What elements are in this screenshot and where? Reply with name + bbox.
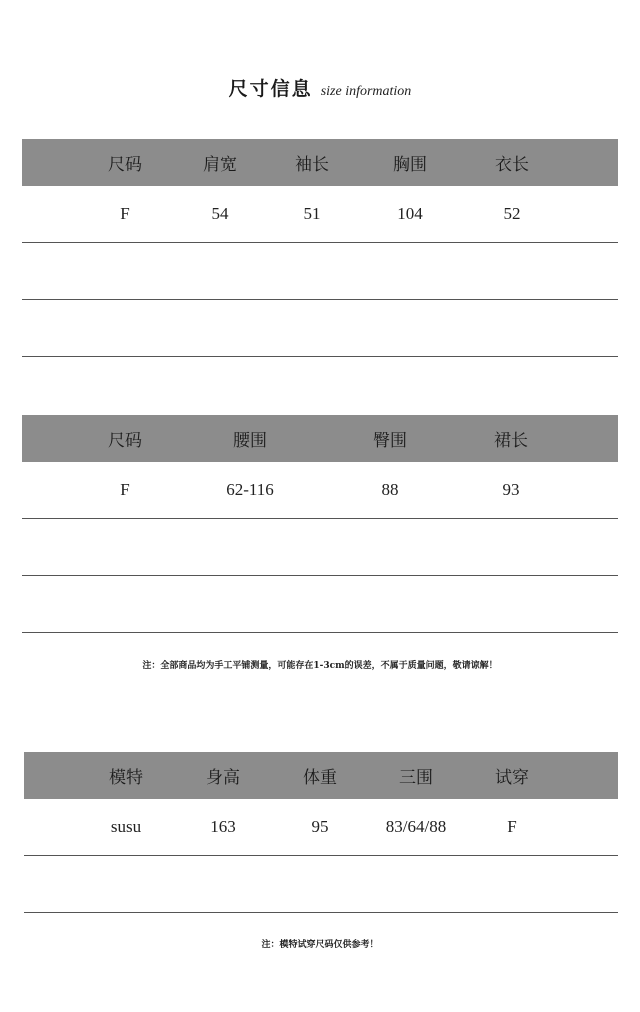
table-header — [24, 752, 618, 799]
title-cn: 尺寸信息 — [228, 78, 313, 100]
header-cell: 肩宽 — [203, 155, 237, 175]
header-cell: 袖长 — [295, 155, 329, 175]
table-row — [22, 519, 618, 576]
header-cell: 裙长 — [494, 431, 528, 451]
table-row — [22, 462, 618, 519]
table-cell: susu — [110, 817, 142, 836]
model-table — [24, 752, 618, 913]
table-cell: 88 — [381, 480, 399, 499]
header-cell: 尺码 — [108, 431, 142, 451]
header-cell: 胸围 — [393, 155, 427, 175]
model-note: 注：模特试穿尺码仅供参考！ — [261, 940, 379, 950]
measurement-note: 注：全部商品均为手工平铺测量，可能存在1-3cm的误差，不属于质量问题，敬请谅解！ — [142, 661, 498, 671]
table-cell: 62-116 — [226, 480, 274, 499]
header-cell: 试穿 — [495, 768, 529, 788]
header-cell: 尺码 — [108, 155, 142, 175]
table-cell: F — [120, 204, 130, 223]
table-cell: F — [507, 817, 517, 836]
table-row — [22, 576, 618, 633]
table-cell: F — [120, 480, 130, 499]
title-en: size information — [320, 84, 412, 99]
table-row — [24, 799, 618, 856]
size-info-title — [0, 74, 640, 101]
table-cell: 93 — [502, 480, 520, 499]
header-cell: 腰围 — [233, 431, 267, 451]
table-cell: 83/64/88 — [385, 817, 447, 836]
table-row — [22, 300, 618, 357]
size-table-skirt — [22, 415, 618, 633]
size-table-top — [22, 139, 618, 357]
header-cell: 身高 — [206, 768, 240, 788]
header-cell: 体重 — [303, 768, 337, 788]
table-cell: 52 — [503, 204, 521, 223]
table-cell: 54 — [211, 204, 229, 223]
header-cell: 模特 — [109, 768, 143, 788]
header-cell: 衣长 — [495, 155, 529, 175]
table-cell: 104 — [397, 204, 423, 223]
table-header — [22, 139, 618, 186]
table-header — [22, 415, 618, 462]
table-row — [24, 856, 618, 913]
table-cell: 95 — [311, 817, 329, 836]
table-cell: 51 — [303, 204, 321, 223]
table-row — [22, 243, 618, 300]
table-row — [22, 186, 618, 243]
header-cell: 三围 — [399, 768, 433, 788]
header-cell: 臀围 — [373, 431, 407, 451]
table-cell: 163 — [210, 817, 236, 836]
